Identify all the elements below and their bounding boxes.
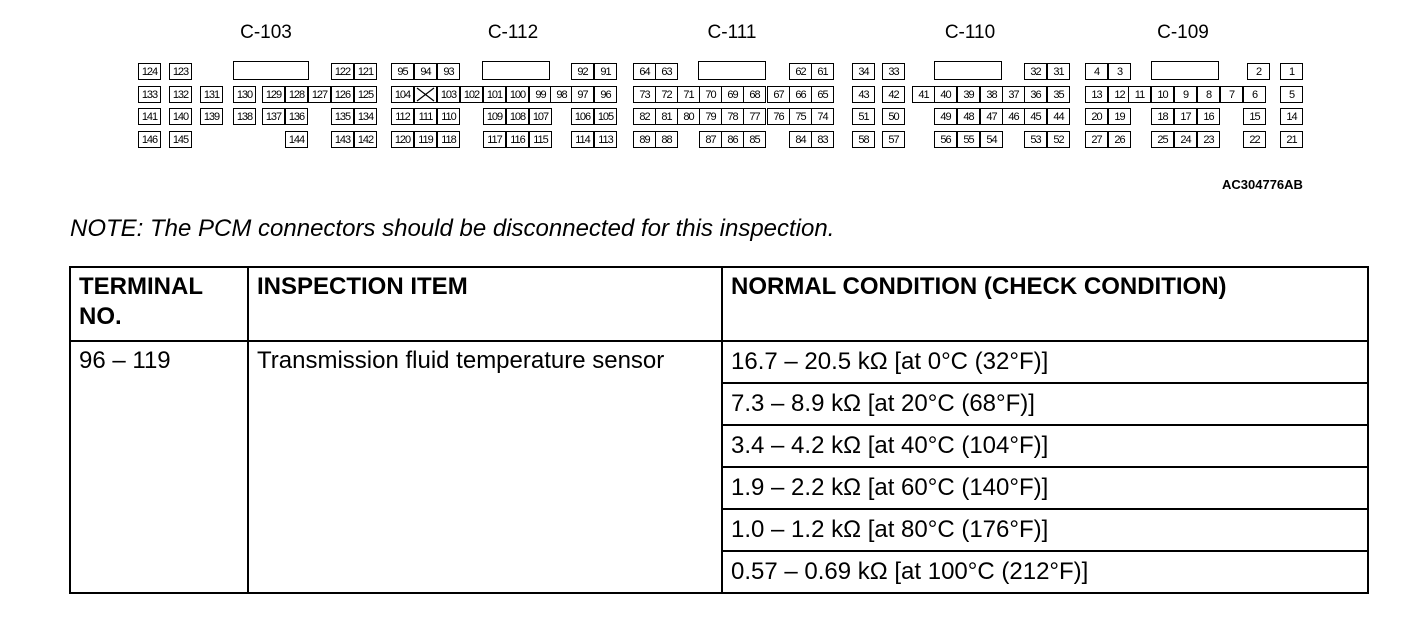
connector-pin: 139 (200, 108, 223, 125)
connector-pin: 106 (571, 108, 594, 125)
connector-pin: 117 (483, 131, 506, 148)
connector-pin: 4 (1085, 63, 1108, 80)
connector-pin: 84 (789, 131, 812, 148)
connector-pin: 132 (169, 86, 192, 103)
connector-pin: 134 (354, 108, 377, 125)
connector-pin: 138 (233, 108, 256, 125)
connector-pin: 65 (811, 86, 834, 103)
connector-pin: 41 (912, 86, 935, 103)
connector-pin: 69 (721, 86, 744, 103)
figure-id: AC304776AB (1222, 177, 1303, 192)
connector-pin: 133 (138, 86, 161, 103)
connector-pin: 108 (506, 108, 529, 125)
connector-pin: 88 (655, 131, 678, 148)
connector-pin: 66 (789, 86, 812, 103)
header-condition: NORMAL CONDITION (CHECK CONDITION) (722, 267, 1368, 341)
connector-pin: 86 (721, 131, 744, 148)
connector-pin: 19 (1108, 108, 1131, 125)
connector-pin: 130 (233, 86, 256, 103)
connector-pin: 2 (1247, 63, 1270, 80)
connector-pin: 81 (655, 108, 678, 125)
connector-pin: 43 (852, 86, 875, 103)
connector-pin: 34 (852, 63, 875, 80)
connector-pin: 52 (1047, 131, 1070, 148)
connector-pin: 105 (594, 108, 617, 125)
connector-pin: 98 (550, 86, 573, 103)
connector-pin: 14 (1280, 108, 1303, 125)
connector-pin: 47 (980, 108, 1003, 125)
connector-pin: 23 (1197, 131, 1220, 148)
connector-pin: 63 (655, 63, 678, 80)
connector-pin: 10 (1151, 86, 1174, 103)
connector-pin: 3 (1108, 63, 1131, 80)
connector-pin: 102 (460, 86, 483, 103)
connector-pin: 145 (169, 131, 192, 148)
connector-latch (698, 61, 766, 80)
connector-pin: 68 (743, 86, 766, 103)
connector-pin: 83 (811, 131, 834, 148)
table-header-row (70, 267, 1368, 341)
connector-pin: 120 (391, 131, 414, 148)
connector-pin: 114 (571, 131, 594, 148)
connector-pin: 33 (882, 63, 905, 80)
connector-pin: 72 (655, 86, 678, 103)
connector-pin: 110 (437, 108, 460, 125)
connector-pin: 143 (331, 131, 354, 148)
connector-pin: 127 (308, 86, 331, 103)
connector-pin: 124 (138, 63, 161, 80)
connector-pin: 38 (980, 86, 1003, 103)
connector-pin: 6 (1243, 86, 1266, 103)
connector-pin: 96 (594, 86, 617, 103)
connector-pin: 78 (721, 108, 744, 125)
connector-pin: 24 (1174, 131, 1197, 148)
connector-pin: 1 (1280, 63, 1303, 80)
connector-pin: 44 (1047, 108, 1070, 125)
connector-pin: 73 (633, 86, 656, 103)
connector-pin: 82 (633, 108, 656, 125)
connector-pin: 144 (285, 131, 308, 148)
connector-pin: 137 (262, 108, 285, 125)
connector-pin: 64 (633, 63, 656, 80)
connector-pin: 62 (789, 63, 812, 80)
table-row (70, 341, 1368, 383)
connector-pin: 71 (677, 86, 700, 103)
connector-pin: 57 (882, 131, 905, 148)
connector-pin: 51 (852, 108, 875, 125)
connector-pin: 77 (743, 108, 766, 125)
connector-pin: 15 (1243, 108, 1266, 125)
connector-pin: 22 (1243, 131, 1266, 148)
connector-pin: 122 (331, 63, 354, 80)
connector-label-c112: C-112 (487, 22, 539, 43)
connector-pin: 118 (437, 131, 460, 148)
connector-pin: 140 (169, 108, 192, 125)
connector-pin: 53 (1024, 131, 1047, 148)
connector-latch (482, 61, 550, 80)
connector-pin: 76 (767, 108, 790, 125)
condition-cell: 16.7 – 20.5 kΩ [at 0°C (32°F)] (722, 341, 1368, 383)
connector-pin: 31 (1047, 63, 1070, 80)
connector-pin: 141 (138, 108, 161, 125)
connector-label-c109: C-109 (1157, 22, 1209, 43)
connector-pin: 95 (391, 63, 414, 80)
connector-pin: 101 (483, 86, 506, 103)
inspection-table (69, 266, 1369, 594)
connector-label-c110: C-110 (944, 22, 996, 43)
connector-pin: 99 (529, 86, 552, 103)
connector-pin: 36 (1024, 86, 1047, 103)
connector-pin: 12 (1108, 86, 1131, 103)
connector-pin: 5 (1280, 86, 1303, 103)
connector-pin: 18 (1151, 108, 1174, 125)
connector-pin: 50 (882, 108, 905, 125)
connector-pin: 20 (1085, 108, 1108, 125)
connector-pin: 103 (437, 86, 460, 103)
connector-pin: 58 (852, 131, 875, 148)
connector-pin: 27 (1085, 131, 1108, 148)
connector-pin: 85 (743, 131, 766, 148)
condition-cell: 1.9 – 2.2 kΩ [at 60°C (140°F)] (722, 467, 1368, 509)
connector-label-c103: C-103 (240, 22, 292, 43)
connector-latch (1151, 61, 1219, 80)
connector-pin: 25 (1151, 131, 1174, 148)
connector-pin: 79 (699, 108, 722, 125)
connector-pin: 32 (1024, 63, 1047, 80)
connector-pin: 91 (594, 63, 617, 80)
connector-pin: 8 (1197, 86, 1220, 103)
connector-pin: 11 (1128, 86, 1151, 103)
connector-pin: 37 (1002, 86, 1025, 103)
connector-pin: 111 (414, 108, 437, 125)
connector-pin: 104 (391, 86, 414, 103)
connector-pin: 126 (331, 86, 354, 103)
connector-pin: 119 (414, 131, 437, 148)
connector-pin: 74 (811, 108, 834, 125)
connector-pin: 70 (699, 86, 722, 103)
connector-pin: 92 (571, 63, 594, 80)
connector-pin: 35 (1047, 86, 1070, 103)
connector-pin: 67 (767, 86, 790, 103)
connector-pin: 21 (1280, 131, 1303, 148)
connector-pin: 56 (934, 131, 957, 148)
connector-pin: 89 (633, 131, 656, 148)
connector-pin: 48 (957, 108, 980, 125)
connector-pin: 93 (437, 63, 460, 80)
connector-pin: 121 (354, 63, 377, 80)
connector-pin: 42 (882, 86, 905, 103)
connector-pin: 100 (506, 86, 529, 103)
connector-pin: 97 (571, 86, 594, 103)
condition-cell: 0.57 – 0.69 kΩ [at 100°C (212°F)] (722, 551, 1368, 593)
connector-pin: 13 (1085, 86, 1108, 103)
connector-pin: 75 (789, 108, 812, 125)
connector-label-c111: C-111 (707, 22, 757, 43)
connector-pin: 54 (980, 131, 1003, 148)
connector-pin: 61 (811, 63, 834, 80)
connector-pin: 94 (414, 63, 437, 80)
connector-pin: 46 (1002, 108, 1025, 125)
connector-pin: 17 (1174, 108, 1197, 125)
connector-pin: 107 (529, 108, 552, 125)
connector-pin: 9 (1174, 86, 1197, 103)
connector-pin: 135 (331, 108, 354, 125)
connector-pin: 55 (957, 131, 980, 148)
connector-pin: 136 (285, 108, 308, 125)
condition-cell: 1.0 – 1.2 kΩ [at 80°C (176°F)] (722, 509, 1368, 551)
connector-pin: 129 (262, 86, 285, 103)
connector-pin: 131 (200, 86, 223, 103)
connector-pin: 7 (1220, 86, 1243, 103)
connector-pin: 45 (1024, 108, 1047, 125)
connector-pin: 40 (934, 86, 957, 103)
header-item: INSPECTION ITEM (248, 267, 722, 341)
connector-pin: 80 (677, 108, 700, 125)
connector-pin: 128 (285, 86, 308, 103)
connector-pin: 123 (169, 63, 192, 80)
connector-pin: 39 (957, 86, 980, 103)
connector-pin: 115 (529, 131, 552, 148)
connector-pin: 112 (391, 108, 414, 125)
connector-pin: 142 (354, 131, 377, 148)
connector-pin: 146 (138, 131, 161, 148)
connector-latch (934, 61, 1002, 80)
connector-pin: 109 (483, 108, 506, 125)
connector-pin: 116 (506, 131, 529, 148)
condition-cell: 7.3 – 8.9 kΩ [at 20°C (68°F)] (722, 383, 1368, 425)
connector-pin: 113 (594, 131, 617, 148)
unused-pin-cross-icon (414, 86, 437, 103)
item-cell: Transmission fluid temperature sensor (248, 341, 722, 593)
connector-pin: 87 (699, 131, 722, 148)
terminal-cell: 96 – 119 (70, 341, 248, 593)
connector-pin: 125 (354, 86, 377, 103)
connector-pin: 49 (934, 108, 957, 125)
connector-pin: 26 (1108, 131, 1131, 148)
condition-cell: 3.4 – 4.2 kΩ [at 40°C (104°F)] (722, 425, 1368, 467)
inspection-note: NOTE: The PCM connectors should be disconnected for this inspection. (70, 215, 835, 242)
header-terminal: TERMINAL NO. (70, 267, 248, 341)
connector-pin: 16 (1197, 108, 1220, 125)
connector-latch (233, 61, 309, 80)
